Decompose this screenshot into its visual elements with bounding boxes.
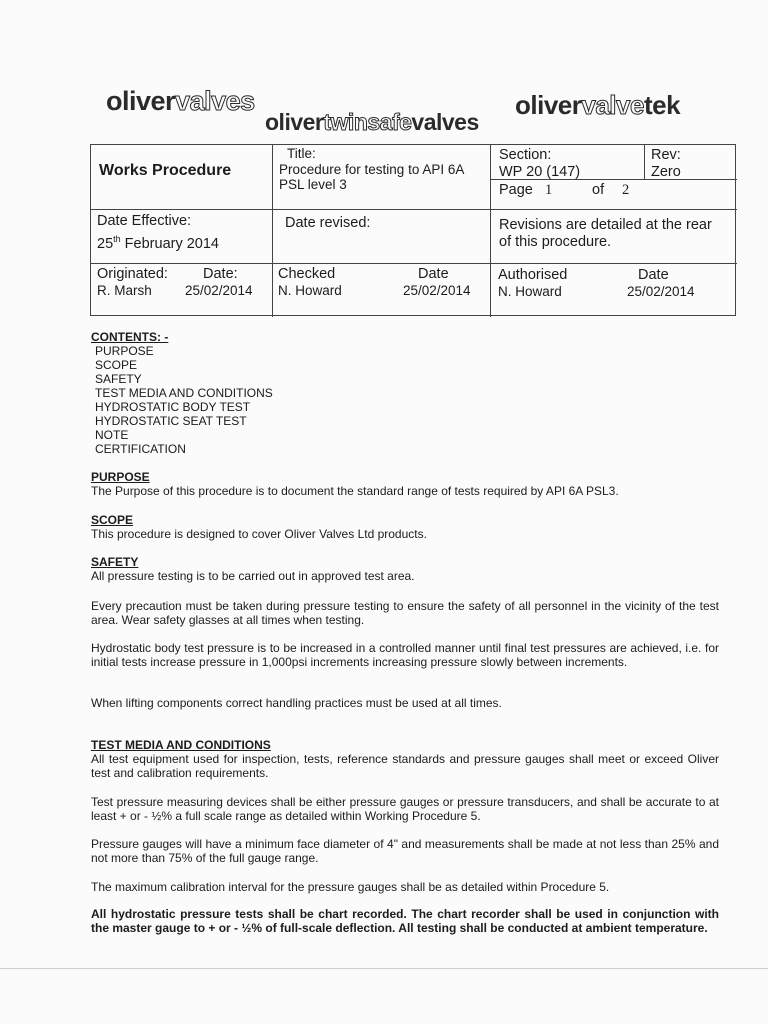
oliver-valves-logo: olivervalves: [106, 86, 255, 116]
contents-item: PURPOSE: [95, 344, 154, 358]
oliver-twinsafe-valves-logo: olivertwinsafevalves: [265, 109, 479, 135]
page-bottom-rule: [0, 968, 768, 969]
originated-date-label: Date:: [203, 266, 238, 282]
test-media-paragraph-2: Test pressure measuring devices shall be either pressure gauges or pressure transducers, and shall be accurate to at least + or - ½% a full scale range as detailed within Working Procedure 5.: [91, 795, 719, 823]
rev-value: Zero: [651, 164, 681, 180]
page-number: 1: [545, 182, 553, 198]
test-media-paragraph-3: Pressure gauges will have a minimum face diameter of 4" and measurements shall be made at not less than 25% and not more than 75% of the full gauge range.: [91, 837, 719, 865]
oliver-valvetek-logo: olivervalvetek: [515, 90, 681, 120]
originated-name: R. Marsh: [97, 283, 152, 298]
title-label: Title:: [287, 146, 316, 161]
page-total: 2: [622, 182, 630, 198]
title-line-1: Procedure for testing to API 6A: [279, 162, 465, 177]
page-of-label: of: [592, 182, 605, 198]
purpose-text: The Purpose of this procedure is to document the standard range of tests required by API 6A PSL3.: [91, 484, 619, 498]
authorised-name: N. Howard: [498, 284, 562, 299]
safety-paragraph-1: All pressure testing is to be carried out in approved test area.: [91, 569, 415, 583]
checked-label: Checked: [278, 266, 336, 282]
scope-text: This procedure is designed to cover Oliver Valves Ltd products.: [91, 527, 427, 541]
document-header-table: [90, 144, 736, 316]
page-label: Page: [499, 182, 533, 198]
contents-item: HYDROSTATIC BODY TEST: [95, 400, 251, 414]
contents-item: SAFETY: [95, 372, 142, 386]
safety-paragraph-3: Hydrostatic body test pressure is to be increased in a controlled manner until final test pressures are achieved, i.e. for initial tests increase pressure in 1,000psi increments increasing pressure slowly between increments.: [91, 641, 719, 669]
safety-paragraph-2: Every precaution must be taken during pressure testing to ensure the safety of all personnel in the vicinity of the test area. Wear safety glasses at all times when testing.: [91, 599, 719, 627]
authorised-label: Authorised: [498, 267, 568, 283]
authorised-date-label: Date: [638, 267, 669, 283]
contents-heading: CONTENTS: -: [91, 330, 169, 344]
originated-label: Originated:: [97, 266, 168, 282]
contents-item: SCOPE: [95, 358, 138, 372]
section-value: WP 20 (147): [499, 164, 581, 180]
revisions-note-line-2: of this procedure.: [499, 234, 612, 250]
test-media-paragraph-4: The maximum calibration interval for the pressure gauges shall be as detailed within Procedure 5.: [91, 880, 610, 894]
safety-heading: SAFETY: [91, 555, 139, 569]
works-procedure-label: Works Procedure: [99, 162, 232, 179]
test-media-paragraph-1: All test equipment used for inspection, tests, reference standards and pressure gauges shall meet or exceed Oliver test and calibration requirements.: [91, 752, 719, 780]
checked-name: N. Howard: [278, 283, 342, 298]
test-media-heading: TEST MEDIA AND CONDITIONS: [91, 738, 271, 752]
purpose-heading: PURPOSE: [91, 470, 150, 484]
rev-label: Rev:: [651, 147, 681, 163]
authorised-date: 25/02/2014: [627, 284, 695, 299]
date-revised-label: Date revised:: [285, 215, 371, 231]
checked-date: 25/02/2014: [403, 283, 471, 298]
revisions-note-line-1: Revisions are detailed at the rear: [499, 217, 712, 233]
contents-item: NOTE: [95, 428, 129, 442]
scope-heading: SCOPE: [91, 513, 134, 527]
date-effective-value: 25th February 2014: [97, 234, 219, 252]
contents-item: TEST MEDIA AND CONDITIONS: [95, 386, 273, 400]
safety-paragraph-4: When lifting components correct handling practices must be used at all times.: [91, 696, 502, 710]
date-effective-label: Date Effective:: [97, 213, 192, 229]
test-media-paragraph-5: All hydrostatic pressure tests shall be chart recorded. The chart recorder shall be used in conjunction with the master gauge to + or - ½% of full-scale deflection. All testing shall be conducted at ambient temperature.: [91, 907, 719, 935]
title-line-2: PSL level 3: [279, 177, 347, 192]
originated-date: 25/02/2014: [185, 283, 253, 298]
contents-item: HYDROSTATIC SEAT TEST: [95, 414, 247, 428]
section-label: Section:: [499, 147, 552, 163]
checked-date-label: Date: [418, 266, 449, 282]
contents-item: CERTIFICATION: [95, 442, 186, 456]
